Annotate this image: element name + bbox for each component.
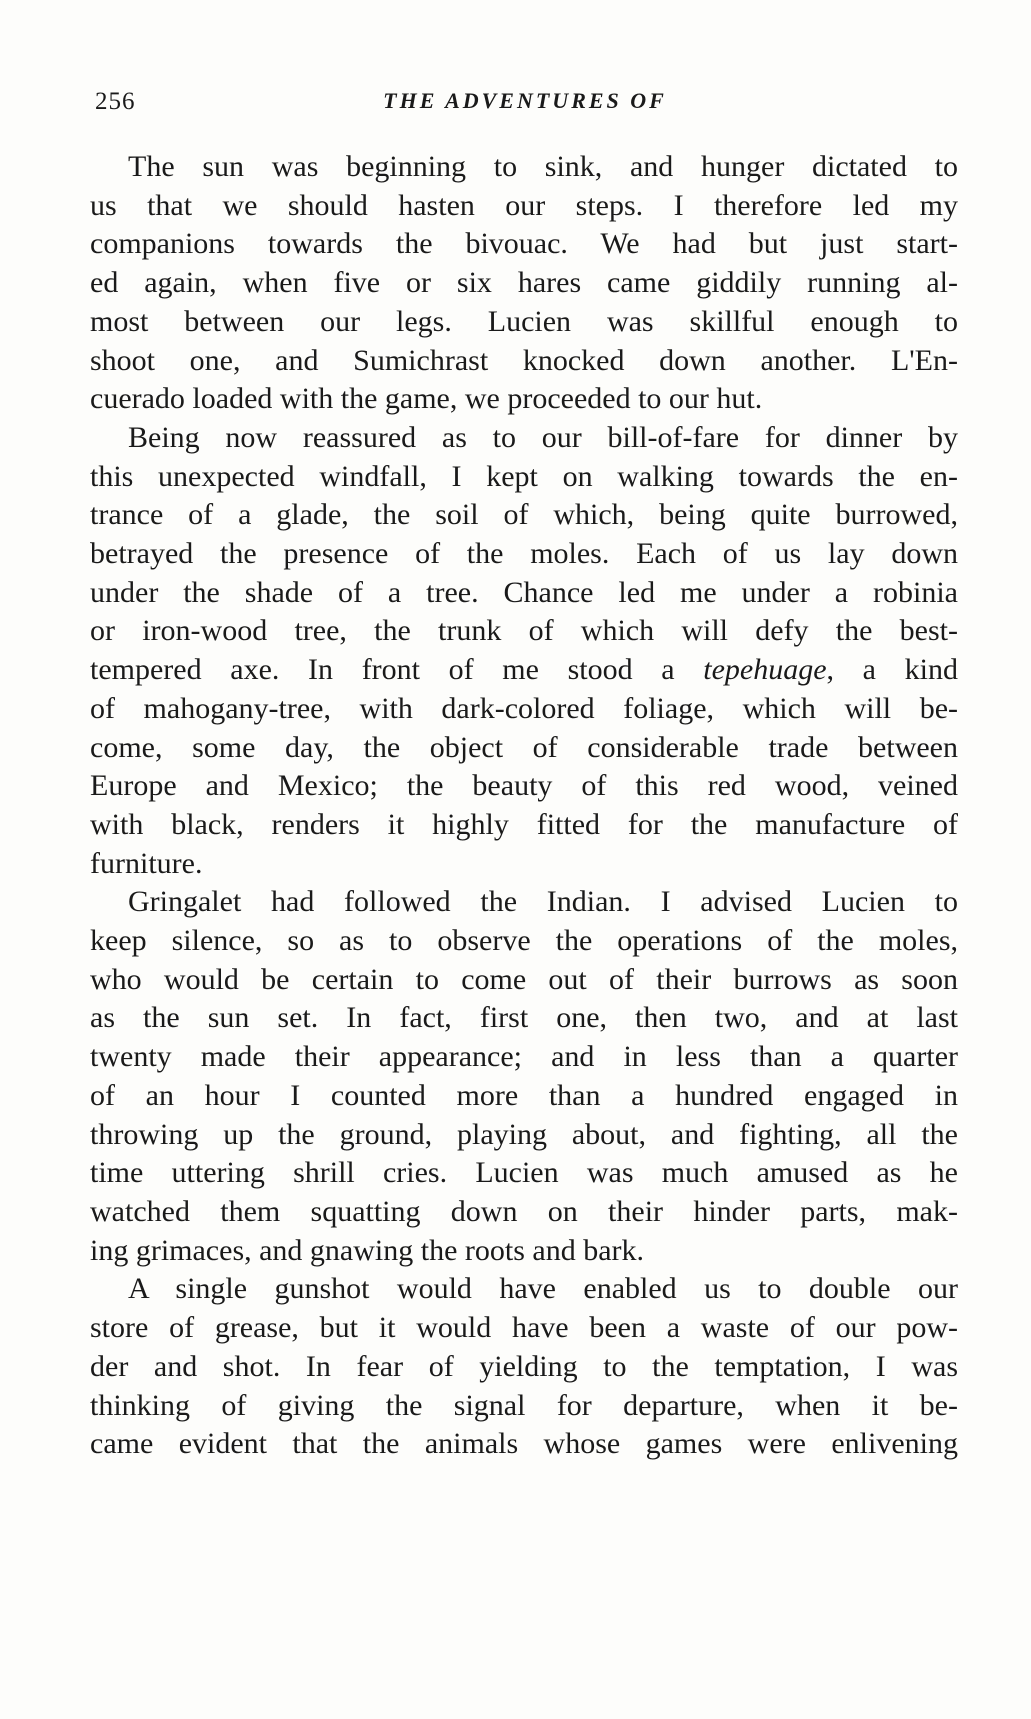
text-line: under the shade of a tree. Chance led me under a robinia: [90, 575, 958, 609]
text-line: of an hour I counted more than a hundred engaged in: [90, 1078, 958, 1112]
text-line: who would be certain to come out of their burrows as soon: [90, 962, 958, 996]
text-line: store of grease, but it would have been a waste of our pow-: [90, 1311, 958, 1345]
paragraph-2: [90, 419, 958, 883]
text-line: with black, renders it highly fitted for the manufacture of: [90, 807, 958, 841]
paragraph-1: [90, 148, 958, 419]
text-line: Being now reassured as to our bill-of-fare for dinner by: [128, 420, 958, 454]
text-line: betrayed the presence of the moles. Each of us lay down: [90, 537, 958, 571]
text-line: come, some day, the object of considerable trade between: [90, 730, 958, 764]
text-line: furniture.: [90, 846, 203, 880]
text-line: keep silence, so as to observe the operations of the moles,: [90, 924, 958, 958]
text-line: time uttering shrill cries. Lucien was much amused as he: [90, 1156, 958, 1190]
text-line: most between our legs. Lucien was skillful enough to: [90, 304, 958, 338]
text-line: Europe and Mexico; the beauty of this red wood, veined: [90, 769, 958, 803]
text-line: came evident that the animals whose games were enlivening: [90, 1427, 958, 1461]
text-line: companions towards the bivouac. We had but just start-: [90, 227, 958, 261]
text-line: [90, 651, 958, 690]
text-line: as the sun set. In fact, first one, then two, and at last: [90, 1001, 958, 1035]
body-text: [90, 148, 958, 1464]
text-line: der and shot. In fear of yielding to the temptation, I was: [90, 1349, 958, 1383]
text-line: of mahogany-tree, with dark-colored foliage, which will be-: [90, 691, 958, 725]
page-number: 256: [95, 88, 136, 115]
paragraph-3: [90, 883, 958, 1270]
text-line: or iron-wood tree, the trunk of which will defy the best-: [90, 614, 958, 648]
text-line: watched them squatting down on their hinder parts, mak-: [90, 1194, 958, 1228]
text-line: ed again, when five or six hares came giddily running al-: [90, 266, 958, 300]
page-header: [95, 88, 955, 128]
text-line: trance of a glade, the soil of which, being quite burrowed,: [90, 498, 958, 532]
text-line: ing grimaces, and gnawing the roots and bark.: [90, 1233, 645, 1267]
text-line: throwing up the ground, playing about, and fighting, all the: [90, 1117, 958, 1151]
text-line: The sun was beginning to sink, and hunger dictated to: [128, 150, 958, 183]
paragraph-4: [90, 1270, 958, 1464]
text-run: , a kind: [826, 653, 958, 687]
text-line: Gringalet had followed the Indian. I advised Lucien to: [128, 885, 958, 919]
text-line: twenty made their appearance; and in less than a quarter: [90, 1040, 958, 1074]
italic-term: tepehuage: [703, 653, 827, 687]
text-line: cuerado loaded with the game, we proceeded to our hut.: [90, 382, 763, 416]
text-line: us that we should hasten our steps. I therefore led my: [90, 188, 958, 222]
text-run: tempered axe. In front of me stood a: [90, 653, 704, 687]
text-line: thinking of giving the signal for departure, when it be-: [90, 1388, 958, 1422]
text-line: shoot one, and Sumichrast knocked down another. L'En-: [90, 343, 958, 377]
text-line: A single gunshot would have enabled us to double our: [128, 1272, 958, 1306]
running-head: THE ADVENTURES OF: [383, 88, 667, 113]
text-line: this unexpected windfall, I kept on walking towards the en-: [90, 459, 958, 493]
